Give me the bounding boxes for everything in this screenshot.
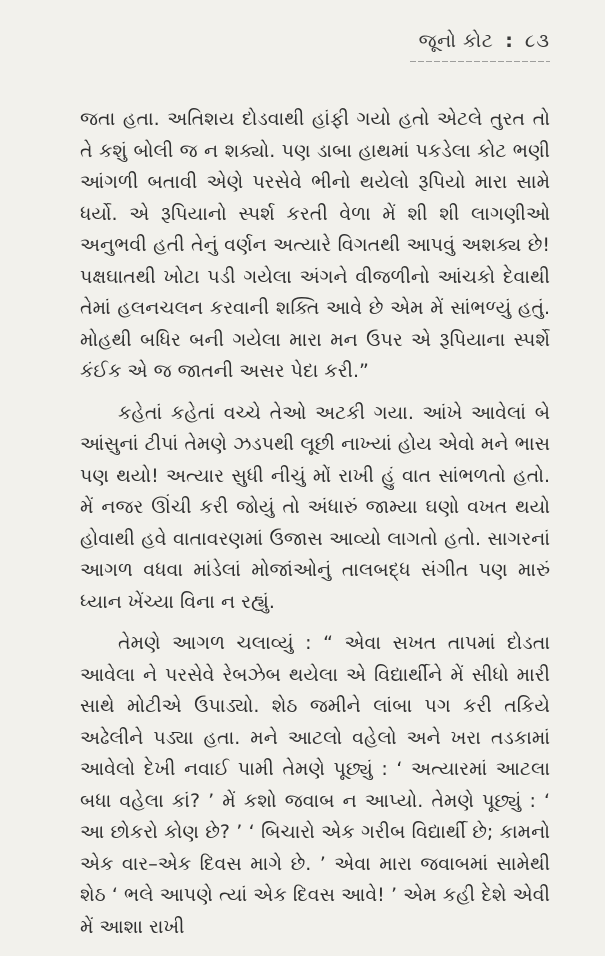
page-number: ૮૩	[524, 30, 550, 52]
header-rule	[410, 58, 550, 64]
running-header	[80, 30, 550, 52]
paragraph-1: જતા હતા. અતિશય દોડવાથી હાંફી ગયો હતો એટલે તુરત તો તે કશું બોલી જ ન શક્યો. પણ ડાબા હાથમાં પકડેલા કોટ ભણી આંગળી બતાવી એણે પરસેવે ભીનો થયેલો રૂપિયો મારા સામે ધર્યો. એ રૂપિયાનો સ્પર્શ કરતી વેળા મેં શી શી લાગણીઓ અનુભવી હતી તેનું વર્ણન અત્યારે વિગતથી આપવું અશક્ય છે! પક્ષઘાતથી ખોટા પડી ગયેલા અંગને વીજળીનો આંચકો દેવાથી તેમાં હલનચલન કરવાની શક્તિ આવે છે એમ મેં સાંભળ્યું હતું. મોહથી બધિર બની ગયેલા મારા મન ઉપર એ રૂપિયાના સ્પર્શે કંઈક એ જ જાતની અસર પેદા કરી.”	[80, 108, 550, 382]
chapter-title: જૂનો કોટ	[418, 30, 494, 52]
body-text	[80, 104, 550, 943]
paragraph-3: તેમણે આગળ ચલાવ્યું : “ એવા સખત તાપમાં દોડતા આવેલા ને પરસેવે રેબઝેબ થયેલા એ વિદ્યાર્થીને મેં સીધો મારી સાથે મોટીએ ઉપાડ્યો. શેઠ જમીને લાંબા પગ કરી તકિયે અઢેલીને પડ્યા હતા. મને આટલો વહેલો અને ખરા તડકામાં આવેલો દેખી નવાઈ પામી તેમણે પૂછ્યું : ‘ અત્યારમાં આટલા બધા વહેલા કાં? ’ મેં કશો જવાબ ન આપ્યો. તેમણે પૂછ્યું : ‘ આ છોકરો કોણ છે? ’ ‘ બિચારો એક ગરીબ વિદ્યાર્થી છે; કામનો એક વાર–એક દિવસ માગે છે. ’ એવા મારા જવાબમાં સામેથી શેઠ ‘ ભલે આપણે ત્યાં એક દિવસ આવે! ’ એમ કહી દેશે એવી મેં આશા રાખી	[80, 632, 550, 938]
header-separator: :	[505, 30, 513, 52]
paragraph-2: કહેતાં કહેતાં વચ્ચે તેઓ અટકી ગયા. આંખે આવેલાં બે આંસુનાં ટીપાં તેમણે ઝડપથી લૂછી નાખ્યાં હોય એવો મને ભાસ પણ થયો! અત્યાર સુધી નીચું મોં રાખી હું વાત સાંભળતો હતો. મેં નજર ઊંચી કરી જોયું તો અંધારું જામ્યા ઘણો વખત થયો હોવાથી હવે વાતાવરણમાં ઉજાસ આવ્યો લાગતો હતો. સાગરનાં આગળ વધવા માંડેલાં મોજાંઓનું તાલબદ્ધ સંગીત પણ મારું ધ્યાન ખેંચ્યા વિના ન રહ્યું.	[80, 401, 550, 613]
